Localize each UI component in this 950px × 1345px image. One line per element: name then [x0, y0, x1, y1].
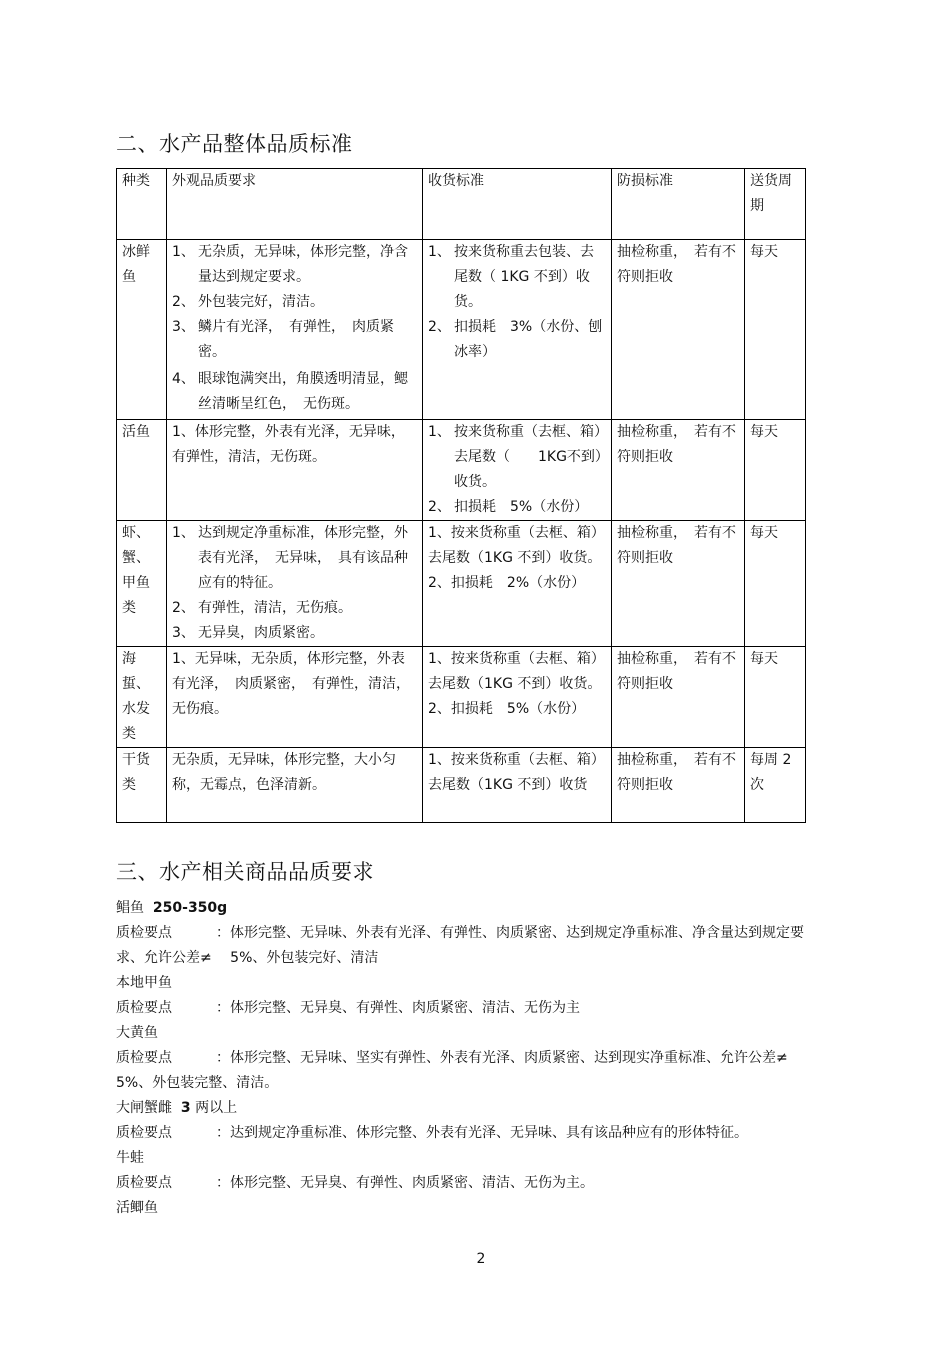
- product-name: 本地甲鱼: [116, 975, 172, 991]
- loss-cell: 抽检称重， 若有不符则拒收: [612, 647, 745, 748]
- product-name: 大黄鱼: [116, 1025, 158, 1041]
- receiving-cell: [423, 521, 612, 647]
- kind-cell: 虾、蟹、甲鱼类: [117, 521, 167, 647]
- header-kind: 种类: [117, 169, 167, 240]
- appearance-cell: [167, 240, 423, 420]
- receiving-cell: [423, 240, 612, 420]
- table-row: [117, 748, 806, 823]
- list-item: 3、 无异臭，肉质紧密。: [172, 625, 324, 641]
- product-name: 鲳鱼 250-350g: [116, 900, 228, 916]
- kind-cell: 活鱼: [117, 420, 167, 521]
- page-number: 2: [476, 1251, 486, 1267]
- product-name: 活鲫鱼: [116, 1200, 158, 1216]
- appearance-cell: 1、体形完整，外表有光泽，无异味，有弹性，清洁，无伤斑。: [167, 420, 423, 521]
- header-appearance: 外观品质要求: [167, 169, 423, 240]
- header-loss: 防损标准: [612, 169, 745, 240]
- list-item: 1、按来货称重（去框、箱）去尾数（1KG 不到）收货。: [428, 651, 605, 692]
- list-item: 2、 有弹性，清洁，无伤痕。: [172, 600, 352, 616]
- list-item: 1、 达到规定净重标准，体形完整，外表有光泽， 无异味， 具有该品种应有的特征。: [172, 525, 408, 591]
- list-item: 1、按来货称重（去框、箱）去尾数（1KG 不到）收货。: [428, 525, 605, 566]
- quality-point: 质检要点 ：体形完整、无异味、外表有光泽、有弹性、肉质紧密、达到规定净重标准、净含量达到规定要求、允许公差≠ 5%、外包装完好、清洁: [116, 925, 804, 966]
- list-item: 3、 鳞片有光泽， 有弹性， 肉质紧密。: [172, 319, 394, 360]
- cycle-cell: 每周 2 次: [745, 748, 806, 823]
- quality-standard-table: [116, 168, 806, 823]
- kind-cell: 干货类: [117, 748, 167, 823]
- header-receiving: 收货标准: [423, 169, 612, 240]
- quality-point: 质检要点 ：体形完整、无异臭、有弹性、肉质紧密、清洁、无伤为主: [116, 1000, 580, 1016]
- product-name: 大闸蟹雌 3 两以上: [116, 1100, 238, 1116]
- kind-cell: 冰鲜鱼: [117, 240, 167, 420]
- appearance-cell: 无杂质，无异味，体形完整，大小匀称，无霉点，色泽清新。: [167, 748, 423, 823]
- list-item: 1、 按来货称重去包装、去尾数（ 1KG 不到）收货。: [428, 244, 594, 310]
- product-quality-list: [116, 896, 806, 1221]
- list-item: 1、按来货称重（去框、箱）去尾数（1KG 不到）收货: [428, 752, 605, 793]
- table-row: [117, 521, 806, 647]
- loss-cell: 抽检称重， 若有不符则拒收: [612, 748, 745, 823]
- cycle-cell: 每天: [745, 420, 806, 521]
- table-row: [117, 420, 806, 521]
- receiving-cell: [423, 748, 612, 823]
- list-item: 2、 外包装完好，清洁。: [172, 294, 324, 310]
- quality-point: 质检要点 ：达到规定净重标准、体形完整、外表有光泽、无异味、具有该品种应有的形体特征。: [116, 1125, 748, 1141]
- loss-cell: 抽检称重， 若有不符则拒收: [612, 420, 745, 521]
- cycle-cell: 每天: [745, 240, 806, 420]
- list-item: 2、 扣损耗 5%（水份）: [428, 499, 589, 515]
- loss-cell: 抽检称重， 若有不符则拒收: [612, 521, 745, 647]
- list-item: 4、 眼球饱满突出，角膜透明清显，鳃丝清晰呈红色， 无伤斑。: [172, 371, 408, 412]
- kind-cell: 海蜇、水发类: [117, 647, 167, 748]
- section2-title: 二、水产品整体品质标准: [116, 132, 353, 156]
- loss-cell: 抽检称重， 若有不符则拒收: [612, 240, 745, 420]
- quality-point: 质检要点 ：体形完整、无异臭、有弹性、肉质紧密、清洁、无伤为主。: [116, 1175, 594, 1191]
- table-row: [117, 647, 806, 748]
- appearance-cell: 1、无异味，无杂质，体形完整，外表有光泽， 肉质紧密， 有弹性，清洁，无伤痕。: [167, 647, 423, 748]
- table-row: [117, 240, 806, 420]
- list-item: 2、 扣损耗 3%（水份、刨冰率）: [428, 319, 603, 360]
- list-item: 2、扣损耗 5%（水份）: [428, 701, 586, 717]
- list-item: 1、 无杂质，无异味，体形完整，净含量达到规定要求。: [172, 244, 408, 285]
- product-name: 牛蛙: [116, 1150, 144, 1166]
- list-item: 2、扣损耗 2%（水份）: [428, 575, 586, 591]
- quality-point: 质检要点 ：体形完整、无异味、坚实有弹性、外表有光泽、肉质紧密、达到现实净重标准、允许公差≠ 5%、外包装完整、清洁。: [116, 1050, 788, 1091]
- table-header-row: [117, 169, 806, 240]
- receiving-cell: [423, 420, 612, 521]
- list-item: 1、 按来货称重（去框、箱）去尾数（ 1KG不到）收货。: [428, 424, 602, 490]
- section3-title: 三、水产相关商品品质要求: [116, 860, 374, 884]
- cycle-cell: 每天: [745, 647, 806, 748]
- appearance-cell: [167, 521, 423, 647]
- cycle-cell: 每天: [745, 521, 806, 647]
- receiving-cell: [423, 647, 612, 748]
- header-cycle: 送货周期: [745, 169, 806, 240]
